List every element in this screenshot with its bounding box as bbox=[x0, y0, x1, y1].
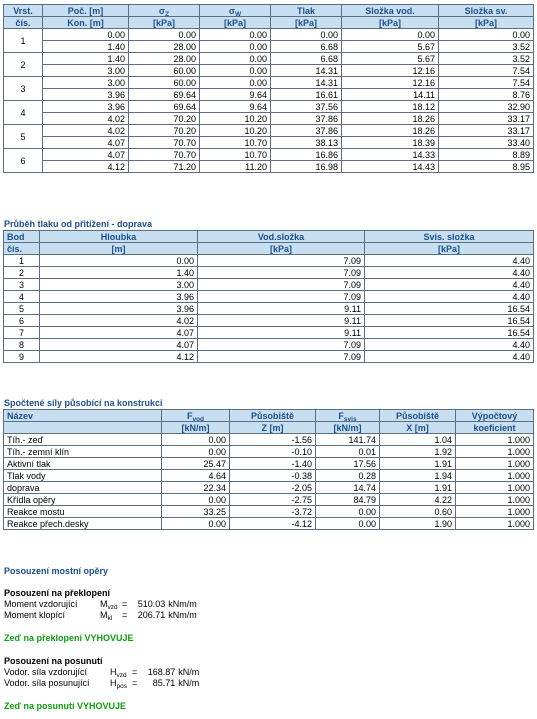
cell: 8.89 bbox=[439, 149, 534, 161]
point-number: 3 bbox=[4, 279, 40, 291]
cell: 60.00 bbox=[129, 65, 200, 77]
cell: 0.00 bbox=[129, 29, 200, 41]
cell: 1.92 bbox=[380, 446, 456, 458]
cell: 38.13 bbox=[271, 137, 342, 149]
hdr-unit: X [m] bbox=[380, 422, 456, 434]
table-row bbox=[4, 339, 534, 351]
cell: 7.09 bbox=[198, 291, 365, 303]
slide-heading: Posouzení na posunutí bbox=[4, 656, 103, 666]
cell: 1.000 bbox=[456, 434, 534, 446]
cell: 4.40 bbox=[365, 339, 534, 351]
cell: 1.94 bbox=[380, 470, 456, 482]
cell: 33.17 bbox=[439, 125, 534, 137]
cell: 14.31 bbox=[271, 77, 342, 89]
cell: 0.00 bbox=[200, 53, 271, 65]
cell: 12.16 bbox=[342, 77, 439, 89]
cell: 1.000 bbox=[456, 446, 534, 458]
slide-block bbox=[4, 656, 199, 689]
table-row bbox=[4, 303, 534, 315]
table-row bbox=[4, 41, 534, 53]
hdr-poc: Poč. [m] bbox=[43, 5, 129, 17]
cell: 84.79 bbox=[316, 494, 380, 506]
cell: 5.67 bbox=[342, 53, 439, 65]
cell: 5.67 bbox=[342, 41, 439, 53]
cell: 0.28 bbox=[316, 470, 380, 482]
table-row bbox=[4, 470, 534, 482]
cell: 4.07 bbox=[40, 327, 198, 339]
cell: 4.40 bbox=[365, 291, 534, 303]
resisting-force: Vodor. síla vzdorující $H_{vzd}$ = 168.87 kN/m bbox=[4, 667, 200, 679]
force-name: Tíh.- zeď bbox=[4, 434, 162, 446]
cell: 70.70 bbox=[129, 149, 200, 161]
cell: 0.00 bbox=[162, 518, 230, 530]
cell: 1.000 bbox=[456, 458, 534, 470]
cell: 4.07 bbox=[43, 149, 129, 161]
cell: 6.68 bbox=[271, 41, 342, 53]
point-number: 1 bbox=[4, 255, 40, 267]
cell: 0.00 bbox=[316, 518, 380, 530]
cell: 4.12 bbox=[40, 351, 198, 363]
cell: -4.12 bbox=[230, 518, 316, 530]
cell: 8.76 bbox=[439, 89, 534, 101]
hdr-svissl: Svis. složka bbox=[365, 231, 534, 243]
cell: 3.96 bbox=[40, 291, 198, 303]
table-row bbox=[4, 149, 534, 161]
cell: 4.22 bbox=[380, 494, 456, 506]
cell: 9.11 bbox=[198, 327, 365, 339]
table-row bbox=[4, 291, 534, 303]
cell: 1.000 bbox=[456, 518, 534, 530]
overturn-block bbox=[4, 588, 197, 621]
cell: 1.40 bbox=[43, 41, 129, 53]
cell: 7.09 bbox=[198, 339, 365, 351]
table-row bbox=[4, 506, 534, 518]
forces-section-title: Spočtené síly působící na konstrukci bbox=[4, 398, 163, 408]
hdr-nazev: Název bbox=[4, 410, 162, 422]
table-row bbox=[4, 255, 534, 267]
cell: 3.52 bbox=[439, 53, 534, 65]
cell: 1.000 bbox=[456, 494, 534, 506]
layer-number: 4 bbox=[4, 101, 43, 125]
cell: 4.64 bbox=[162, 470, 230, 482]
cell: 4.02 bbox=[43, 113, 129, 125]
cell: 7.54 bbox=[439, 65, 534, 77]
cell: 37.86 bbox=[271, 125, 342, 137]
cell: -3.72 bbox=[230, 506, 316, 518]
table-row bbox=[4, 482, 534, 494]
cell: 4.40 bbox=[365, 267, 534, 279]
force-name: Tíh.- zemní klín bbox=[4, 446, 162, 458]
cell: 1.000 bbox=[456, 470, 534, 482]
cell: 37.86 bbox=[271, 113, 342, 125]
cell: 1.91 bbox=[380, 458, 456, 470]
cell: 0.00 bbox=[316, 506, 380, 518]
cell: 3.52 bbox=[439, 41, 534, 53]
table-row bbox=[4, 458, 534, 470]
table-row bbox=[4, 101, 534, 113]
cell: 7.54 bbox=[439, 77, 534, 89]
cell: 12.16 bbox=[342, 65, 439, 77]
hdr-cis: čís. bbox=[4, 17, 43, 29]
cell: -0.10 bbox=[230, 446, 316, 458]
hdr-kon: Kon. [m] bbox=[43, 17, 129, 29]
cell: 10.70 bbox=[200, 137, 271, 149]
cell: 1.000 bbox=[456, 506, 534, 518]
hdr-unit: [kPa] bbox=[198, 243, 365, 255]
hdr-cis: čís. bbox=[4, 243, 40, 255]
table-row bbox=[4, 434, 534, 446]
table-row bbox=[4, 279, 534, 291]
cell: 33.40 bbox=[439, 137, 534, 149]
slide-verdict: Zeď na posunutí VYHOVUJE bbox=[4, 701, 126, 711]
cell: 16.54 bbox=[365, 315, 534, 327]
cell: 4.02 bbox=[43, 125, 129, 137]
cell: 141.74 bbox=[316, 434, 380, 446]
cell: 3.96 bbox=[43, 89, 129, 101]
hdr-fvod: $F_{vod}$ bbox=[162, 410, 230, 422]
table-row bbox=[4, 161, 534, 173]
cell: 14.74 bbox=[316, 482, 380, 494]
hdr-tlak: Tlak bbox=[271, 5, 342, 17]
hdr-sigma-z: $\sigma_Z$ bbox=[129, 5, 200, 17]
point-number: 2 bbox=[4, 267, 40, 279]
cell: 4.40 bbox=[365, 351, 534, 363]
table-row bbox=[4, 518, 534, 530]
hdr-unit: [kPa] bbox=[439, 17, 534, 29]
cell: 33.25 bbox=[162, 506, 230, 518]
cell: 32.90 bbox=[439, 101, 534, 113]
cell: 4.02 bbox=[40, 315, 198, 327]
cell: 69.64 bbox=[129, 101, 200, 113]
cell: 0.00 bbox=[162, 446, 230, 458]
hdr-vodsl: Vod.složka bbox=[198, 231, 365, 243]
table-row bbox=[4, 29, 534, 41]
force-name: Křídla opěry bbox=[4, 494, 162, 506]
hdr-hloubka: Hloubka bbox=[40, 231, 198, 243]
cell: 4.40 bbox=[365, 279, 534, 291]
point-number: 5 bbox=[4, 303, 40, 315]
hdr-sv: Složka sv. bbox=[439, 5, 534, 17]
cell: 0.60 bbox=[380, 506, 456, 518]
cell: 3.00 bbox=[43, 65, 129, 77]
cell: 70.20 bbox=[129, 125, 200, 137]
layer-number: 3 bbox=[4, 77, 43, 101]
cell: 1.40 bbox=[43, 53, 129, 65]
cell: 3.00 bbox=[43, 77, 129, 89]
surcharge-table bbox=[3, 230, 534, 363]
cell: 16.98 bbox=[271, 161, 342, 173]
cell: 3.96 bbox=[40, 303, 198, 315]
cell: 69.64 bbox=[129, 89, 200, 101]
cell: 10.70 bbox=[200, 149, 271, 161]
point-number: 4 bbox=[4, 291, 40, 303]
cell: 18.39 bbox=[342, 137, 439, 149]
table-row bbox=[4, 113, 534, 125]
force-name: Aktivní tlak bbox=[4, 458, 162, 470]
cell: 9.11 bbox=[198, 315, 365, 327]
cell: 0.00 bbox=[439, 29, 534, 41]
table-row bbox=[4, 267, 534, 279]
cell: 4.12 bbox=[43, 161, 129, 173]
cell: 1.90 bbox=[380, 518, 456, 530]
cell: 0.00 bbox=[200, 29, 271, 41]
table-row bbox=[4, 77, 534, 89]
cell: 1.000 bbox=[456, 482, 534, 494]
cell: 0.00 bbox=[271, 29, 342, 41]
hdr-unit: [kN/m] bbox=[316, 422, 380, 434]
cell: 0.00 bbox=[200, 41, 271, 53]
cell: 18.26 bbox=[342, 113, 439, 125]
overturn-heading: Posouzení na překlopení bbox=[4, 588, 111, 598]
hdr-unit: [kPa] bbox=[200, 17, 271, 29]
cell: 28.00 bbox=[129, 53, 200, 65]
cell: 4.07 bbox=[40, 339, 198, 351]
hdr-unit: [m] bbox=[40, 243, 198, 255]
resisting-moment: Moment vzdorující $M_{vzd}$ = 510.03 kNm/m bbox=[4, 599, 197, 611]
hdr-fsvis: $F_{svis}$ bbox=[316, 410, 380, 422]
hdr-unit: koeficient bbox=[456, 422, 534, 434]
overturn-verdict: Zeď na překlopení VYHOVUJE bbox=[4, 633, 134, 643]
cell: 14.11 bbox=[342, 89, 439, 101]
cell: 7.09 bbox=[198, 255, 365, 267]
force-name: doprava bbox=[4, 482, 162, 494]
cell: 14.31 bbox=[271, 65, 342, 77]
table-row bbox=[4, 89, 534, 101]
cell: 4.40 bbox=[365, 255, 534, 267]
hdr-pusobiste-x: Působiště bbox=[380, 410, 456, 422]
cell: 70.20 bbox=[129, 113, 200, 125]
cell: 10.20 bbox=[200, 113, 271, 125]
layer-number: 6 bbox=[4, 149, 43, 173]
table-row bbox=[4, 327, 534, 339]
table-row bbox=[4, 351, 534, 363]
assessment-title: Posouzení mostní opěry bbox=[4, 566, 109, 576]
forces-table bbox=[3, 409, 534, 530]
force-name: Reakce mostu bbox=[4, 506, 162, 518]
overturning-moment: Moment klopící $M_{kl}$ = 206.71 kNm/m bbox=[4, 610, 197, 622]
layer-number: 1 bbox=[4, 29, 43, 53]
cell: 16.61 bbox=[271, 89, 342, 101]
cell: -1.40 bbox=[230, 458, 316, 470]
cell: 1.04 bbox=[380, 434, 456, 446]
hdr-unit: [kPa] bbox=[271, 17, 342, 29]
layer-table bbox=[3, 4, 534, 173]
cell: 8.95 bbox=[439, 161, 534, 173]
cell: 14.33 bbox=[342, 149, 439, 161]
table-row bbox=[4, 137, 534, 149]
hdr-unit: [kPa] bbox=[129, 17, 200, 29]
cell: 16.54 bbox=[365, 303, 534, 315]
table-row bbox=[4, 125, 534, 137]
cell: 17.56 bbox=[316, 458, 380, 470]
cell: 18.26 bbox=[342, 125, 439, 137]
force-name: Tlak vody bbox=[4, 470, 162, 482]
cell: 3.96 bbox=[43, 101, 129, 113]
cell: 14.43 bbox=[342, 161, 439, 173]
point-number: 9 bbox=[4, 351, 40, 363]
cell: -2.75 bbox=[230, 494, 316, 506]
hdr-pusobiste-z: Působiště bbox=[230, 410, 316, 422]
cell: 9.11 bbox=[198, 303, 365, 315]
cell: 16.86 bbox=[271, 149, 342, 161]
hdr-unit: Z [m] bbox=[230, 422, 316, 434]
table-row bbox=[4, 315, 534, 327]
cell: 6.68 bbox=[271, 53, 342, 65]
hdr-bod: Bod bbox=[4, 231, 40, 243]
cell: 0.00 bbox=[43, 29, 129, 41]
cell: 71.20 bbox=[129, 161, 200, 173]
cell: 33.17 bbox=[439, 113, 534, 125]
cell: 0.00 bbox=[200, 65, 271, 77]
sliding-force: Vodor. síla posunující $H_{pos}$ = 85.71 kN/m bbox=[4, 678, 200, 690]
pressure-section-title: Průběh tlaku od přitížení - doprava bbox=[4, 219, 153, 229]
table-row bbox=[4, 53, 534, 65]
point-number: 7 bbox=[4, 327, 40, 339]
cell: 16.54 bbox=[365, 327, 534, 339]
table-row bbox=[4, 446, 534, 458]
cell: 0.00 bbox=[162, 494, 230, 506]
table-row bbox=[4, 494, 534, 506]
point-number: 6 bbox=[4, 315, 40, 327]
hdr-unit: [kN/m] bbox=[162, 422, 230, 434]
layer-number: 5 bbox=[4, 125, 43, 149]
cell: 3.00 bbox=[40, 279, 198, 291]
cell: 60.00 bbox=[129, 77, 200, 89]
cell: 4.07 bbox=[43, 137, 129, 149]
cell: 25.47 bbox=[162, 458, 230, 470]
cell: 7.09 bbox=[198, 267, 365, 279]
layer-number: 2 bbox=[4, 53, 43, 77]
cell: 28.00 bbox=[129, 41, 200, 53]
cell: 10.20 bbox=[200, 125, 271, 137]
cell: 70.70 bbox=[129, 137, 200, 149]
cell: 0.00 bbox=[200, 77, 271, 89]
cell: 1.40 bbox=[40, 267, 198, 279]
cell: -2.05 bbox=[230, 482, 316, 494]
cell: 9.64 bbox=[200, 89, 271, 101]
table-row bbox=[4, 65, 534, 77]
hdr-koef: Výpočtový bbox=[456, 410, 534, 422]
cell: -0.38 bbox=[230, 470, 316, 482]
hdr-unit: [kPa] bbox=[342, 17, 439, 29]
hdr-vrst: Vrst. bbox=[4, 5, 43, 17]
cell: 7.09 bbox=[198, 351, 365, 363]
cell: 0.01 bbox=[316, 446, 380, 458]
cell: 22.34 bbox=[162, 482, 230, 494]
cell: 37.56 bbox=[271, 101, 342, 113]
cell: 18.12 bbox=[342, 101, 439, 113]
cell: 7.09 bbox=[198, 279, 365, 291]
point-number: 8 bbox=[4, 339, 40, 351]
cell: 9.64 bbox=[200, 101, 271, 113]
force-name: Reakce přech.desky bbox=[4, 518, 162, 530]
hdr-empty bbox=[4, 422, 162, 434]
hdr-sigma-w: $\sigma_W$ bbox=[200, 5, 271, 17]
cell: 0.00 bbox=[40, 255, 198, 267]
hdr-unit: [kPa] bbox=[365, 243, 534, 255]
cell: -1.56 bbox=[230, 434, 316, 446]
hdr-vod: Složka vod. bbox=[342, 5, 439, 17]
cell: 1.91 bbox=[380, 482, 456, 494]
cell: 0.00 bbox=[162, 434, 230, 446]
cell: 0.00 bbox=[342, 29, 439, 41]
cell: 11.20 bbox=[200, 161, 271, 173]
